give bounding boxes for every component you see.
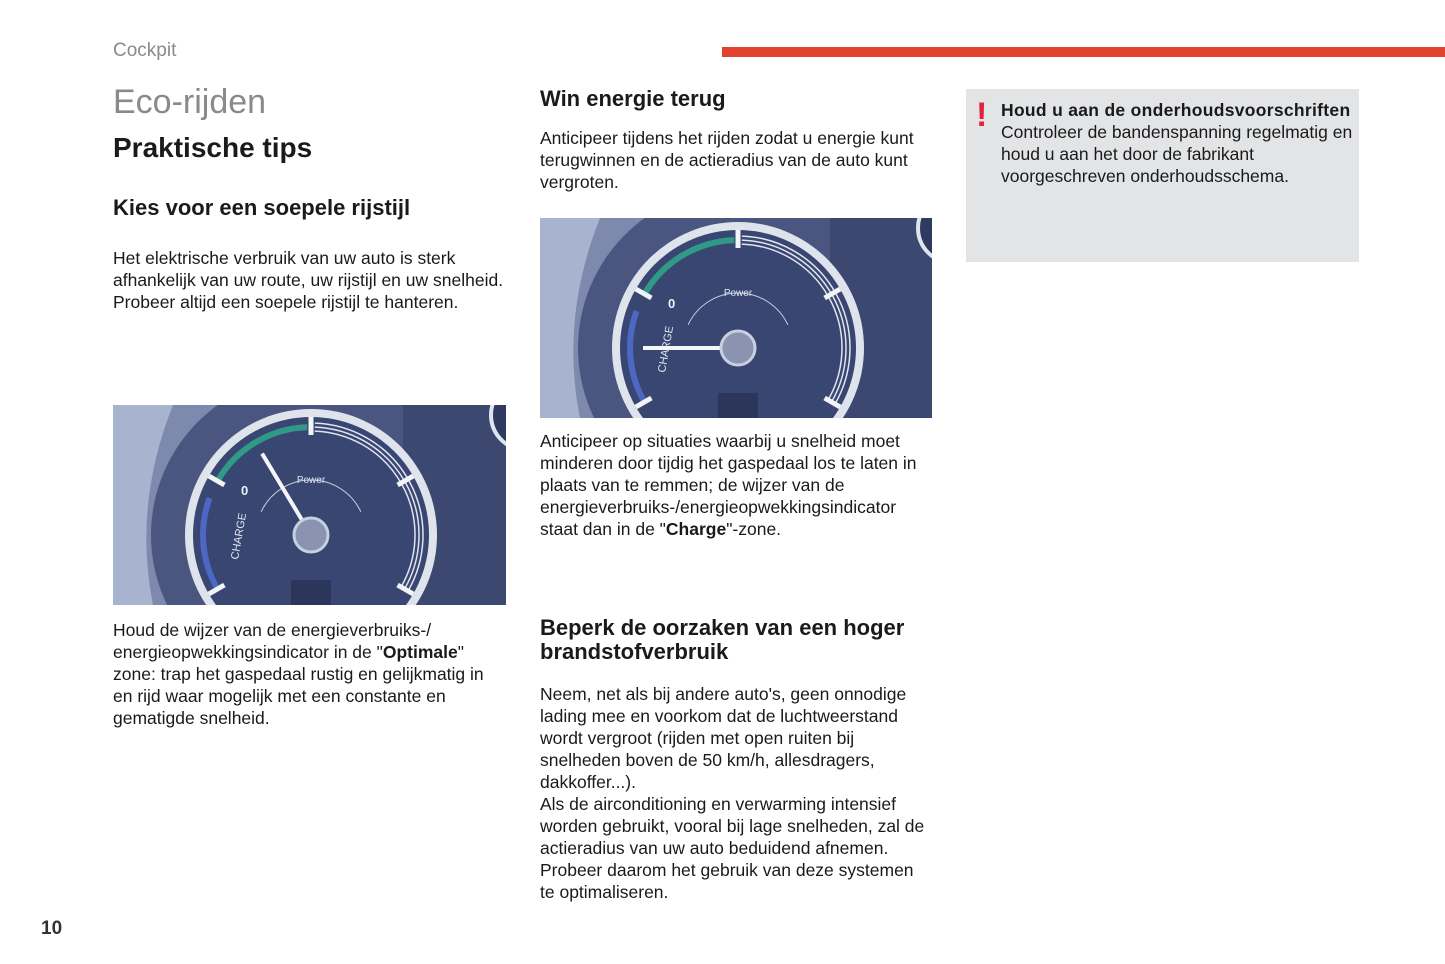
caption-text: Houd de wijzer van de energieverbruiks-/ energieopwekkingsindicator in de " xyxy=(113,620,432,662)
paragraph: Neem, net als bij andere auto's, geen onnodige lading mee en voorkom dat de luchtweerstand wordt vergroot (rijden met open ruiten bij snelheden boven de 50 km/h, allesdragers, dakkoffer...). xyxy=(540,684,907,792)
caption-text: "-zone. xyxy=(726,519,782,539)
section-label: Cockpit xyxy=(113,40,177,61)
paragraph: Als de airconditioning en verwarming intensief worden gebruikt, vooral bij lage snelheden, zal de actieradius van uw auto beduidend afnemen. Probeer daarom het gebruik van deze systemen te optimaliseren. xyxy=(540,794,925,902)
section-accent-bar xyxy=(722,47,1445,57)
heading-regain-energy: Win energie terug xyxy=(540,86,726,111)
display-window xyxy=(718,393,758,418)
page-title: Eco-rijden xyxy=(113,83,267,121)
zero-label: 0 xyxy=(668,296,676,311)
heading-limit-consumption: Beperk de oorzaken van een hoger brandstofverbruik xyxy=(540,615,905,664)
note-text: Controleer de bandenspanning regelmatig en houd u aan het door de fabrikant voorgeschreven onderhoudsschema. xyxy=(1001,122,1353,186)
paragraph: Het elektrische verbruik van uw auto is sterk afhankelijk van uw route, uw rijstijl en uw snelheid. xyxy=(113,248,504,290)
page-subtitle: Praktische tips xyxy=(113,132,313,163)
power-label: Power xyxy=(296,475,326,486)
power-label: Power xyxy=(723,288,753,299)
display-window xyxy=(291,580,331,605)
zero-label: 0 xyxy=(241,483,249,498)
paragraph: Probeer altijd een soepele rijstijl te hanteren. xyxy=(113,292,459,312)
needle-hub xyxy=(721,331,755,365)
power-gauge-image-charge xyxy=(540,218,932,418)
exclamation-icon: ! xyxy=(976,96,988,134)
charge-label: CHARGE xyxy=(229,512,250,561)
left-caption xyxy=(113,619,505,729)
middle-intro xyxy=(540,127,932,193)
caption-text: " zone: trap het gaspedaal rustig en gelijkmatig in en rijd waar mogelijk met een constante en gematigde snelheid. xyxy=(113,642,484,728)
power-gauge-image-optimale xyxy=(113,405,506,605)
needle-hub xyxy=(294,518,328,552)
note-heading: Houd u aan de onderhoudsvoorschriften xyxy=(1001,100,1351,120)
middle-body xyxy=(540,683,932,903)
middle-caption xyxy=(540,430,932,540)
paragraph: Anticipeer tijdens het rijden zodat u energie kunt terugwinnen en de actieradius van de auto kunt vergroten. xyxy=(540,128,914,192)
caption-bold: Charge xyxy=(665,519,727,539)
page-number: 10 xyxy=(41,918,63,939)
caption-bold: Optimale xyxy=(382,642,458,662)
heading-smooth-driving: Kies voor een soepele rijstijl xyxy=(113,195,411,220)
left-intro xyxy=(113,247,505,313)
caption-text: Anticipeer op situaties waarbij u snelheid moet minderen door tijdig het gaspedaal los te laten in plaats van te remmen; de wijzer van de energieverbruiks-/energieopwekkingsindicator staat dan in de " xyxy=(540,431,917,539)
maintenance-note-box xyxy=(966,89,1359,262)
